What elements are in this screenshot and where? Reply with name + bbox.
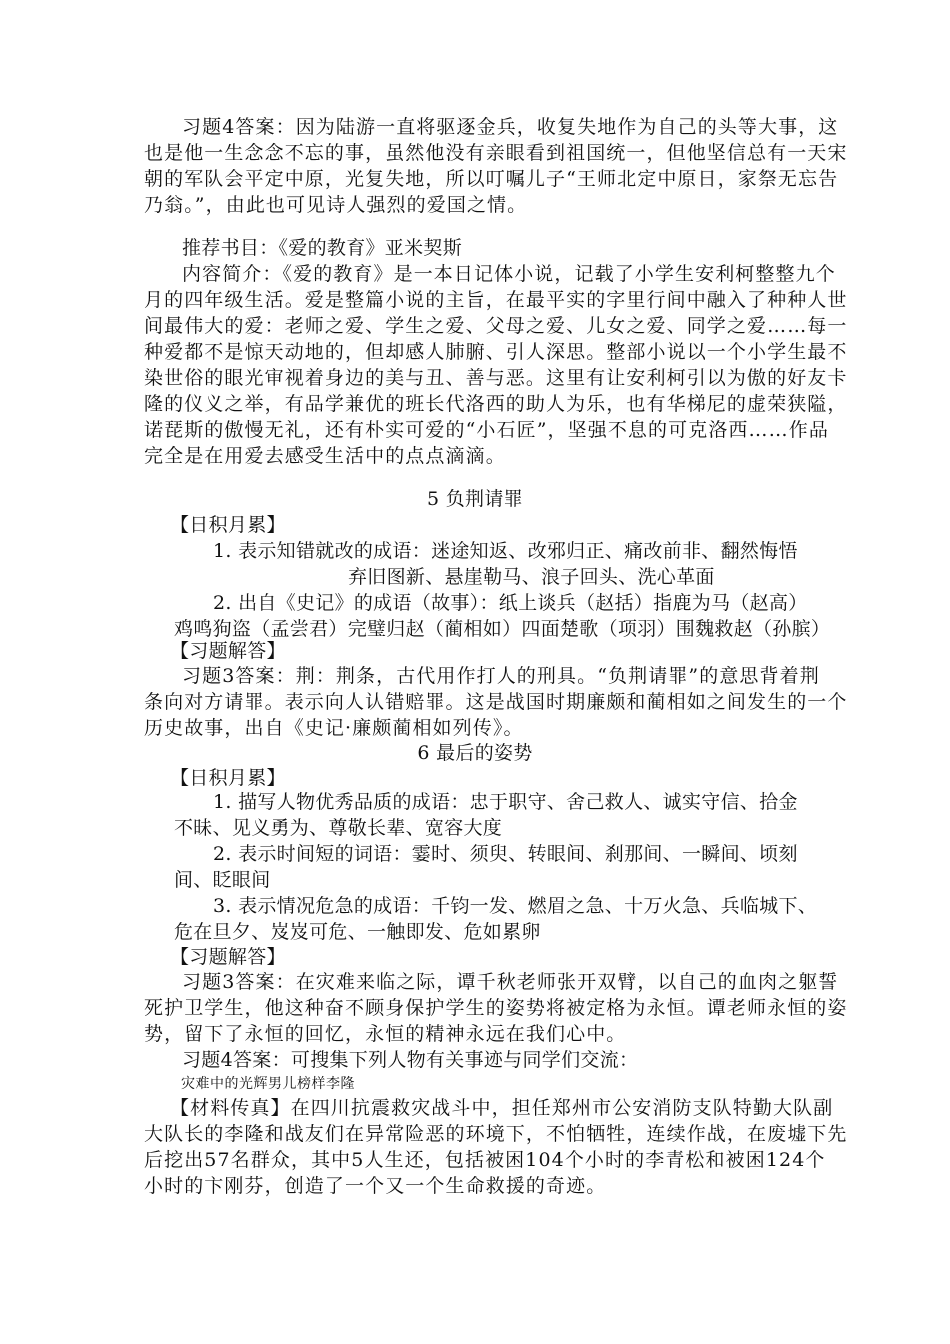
material-line: 【材料传真】在四川抗震救灾战斗中，担任郑州市公安消防支队特勤大队副: [170, 1097, 834, 1119]
lesson5-answer3-line: 历史故事，出自《史记·廉颇蔺相如列传》。: [144, 717, 524, 739]
lesson4-answer-line: 也是他一生念念不忘的事，虽然他没有亲眼看到祖国统一，但他坚信总有一天宋: [144, 142, 848, 164]
material-line: 大队长的李隆和战友们在异常险恶的环境下，不怕牺牲，连续作战，在废墟下先: [144, 1123, 848, 1145]
lesson6-item3-line: 3. 表示情况危急的成语：千钧一发、燃眉之急、十万火急、兵临城下、: [213, 895, 818, 917]
material-line: 小时的卞刚芬，创造了一个又一个生命救援的奇迹。: [144, 1175, 607, 1197]
book-summary-line: 月的四年级生活。爱是整篇小说的主旨，在最平实的字里行间中融入了种种人世: [144, 289, 848, 311]
lesson6-answer3-line: 死护卫学生，他这种奋不顾身保护学生的姿势将被定格为永恒。谭老师永恒的姿: [144, 997, 848, 1019]
hero-caption: 灾难中的光辉男儿榜样李隆: [181, 1076, 355, 1092]
lesson4-answer-line: 朝的军队会平定中原，光复失地，所以叮嘱儿子“王师北定中原日，家祭无忘告: [144, 168, 839, 190]
book-summary-line: 诺琵斯的傲慢无礼，还有朴实可爱的“小石匠”，坚强不息的可克洛西……作品: [144, 419, 829, 441]
book-summary-line: 染世俗的眼光审视着身边的美与丑、善与恶。这里有让安利柯引以为傲的好友卡: [144, 367, 848, 389]
lesson5-item2-line: 2. 出自《史记》的成语（故事）：纸上谈兵（赵括）指鹿为马（赵高）: [213, 592, 808, 614]
book-summary-line: 种爱都不是惊天动地的，但却感人肺腑、引人深思。整部小说以一个小学生最不: [144, 341, 848, 363]
lesson5-accumulation-heading: 【日积月累】: [170, 514, 286, 536]
lesson6-answer3-line: 习题3答案：在灾难来临之际，谭千秋老师张开双臂，以自己的血肉之躯誓: [182, 971, 839, 993]
lesson4-answer-line: 习题4答案：因为陆游一直将驱逐金兵，收复失地作为自己的头等大事，这: [182, 116, 839, 138]
lesson6-answers-heading: 【习题解答】: [170, 946, 286, 968]
lesson6-item3-line: 危在旦夕、岌岌可危、一触即发、危如累卵: [174, 921, 541, 943]
lesson6-item1-line: 不昧、见义勇为、尊敬长辈、宽容大度: [174, 817, 503, 839]
lesson5-item2-line: 鸡鸣狗盗（孟尝君）完璧归赵（蔺相如）四面楚歌（项羽）围魏救赵（孙膑）: [174, 618, 831, 640]
lesson5-item1-line: 1. 表示知错就改的成语：迷途知返、改邪归正、痛改前非、翻然悔悟: [213, 540, 798, 562]
lesson5-answer3-line: 条向对方请罪。表示向人认错赔罪。这是战国时期廉颇和蔺相如之间发生的一个: [144, 691, 848, 713]
lesson6-accumulation-heading: 【日积月累】: [170, 767, 286, 789]
lesson6-item2-line: 间、眨眼间: [174, 869, 271, 891]
book-summary-line: 隆的仪义之举，有品学兼优的班长代洛西的助人为乐，也有华梯尼的虚荣狭隘，: [144, 393, 848, 415]
lesson5-answer3-line: 习题3答案：荆：荆条，古代用作打人的刑具。“负荆请罪”的意思背着荆: [182, 665, 820, 687]
lesson5-title: 5 负荆请罪: [427, 488, 523, 510]
book-recommendation-title: 推荐书目：《爱的教育》亚米契斯: [182, 237, 463, 259]
lesson6-answer4-line: 习题4答案：可搜集下列人物有关事迹与同学们交流：: [182, 1049, 639, 1071]
book-summary-line: 间最伟大的爱：老师之爱、学生之爱、父母之爱、儿女之爱、同学之爱……每一: [144, 315, 848, 337]
book-summary-line: 内容简介：《爱的教育》是一本日记体小说，记载了小学生安利柯整整九个: [182, 263, 836, 285]
material-line: 后挖出57名群众，其中5人生还，包括被困104个小时的李青松和被困124个: [144, 1149, 826, 1171]
lesson4-answer-line: 乃翁。”，由此也可见诗人强烈的爱国之情。: [144, 194, 528, 216]
lesson6-item1-line: 1. 描写人物优秀品质的成语：忠于职守、舍己救人、诚实守信、拾金: [213, 791, 798, 813]
book-summary-line: 完全是在用爱去感受生活中的点点滴滴。: [144, 445, 506, 467]
lesson6-item2-line: 2. 表示时间短的词语：霎时、须臾、转眼间、刹那间、一瞬间、顷刻: [213, 843, 798, 865]
lesson5-answers-heading: 【习题解答】: [170, 640, 286, 662]
lesson5-item1-line: 弃旧图新、悬崖勒马、浪子回头、洗心革面: [348, 566, 715, 588]
lesson6-answer3-line: 势，留下了永恒的回忆，永恒的精神永远在我们心中。: [144, 1023, 627, 1045]
lesson6-title: 6 最后的姿势: [417, 742, 533, 764]
